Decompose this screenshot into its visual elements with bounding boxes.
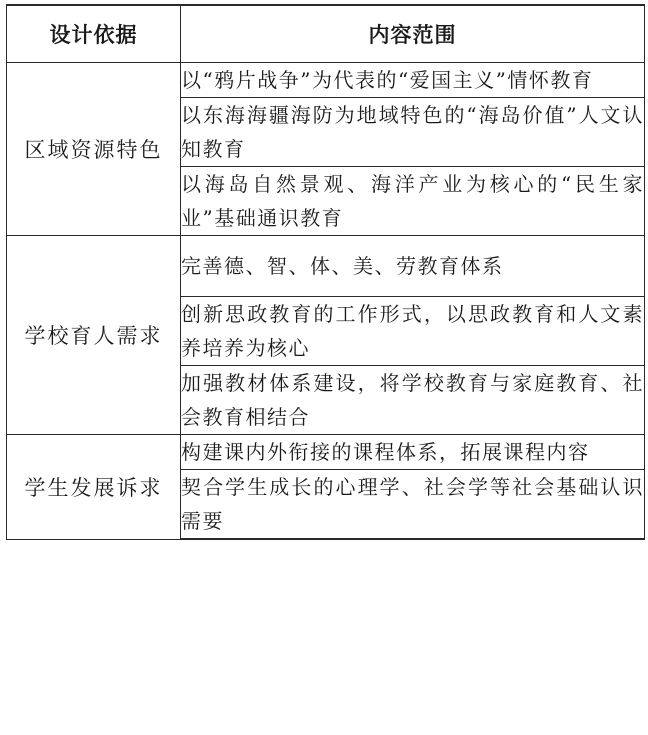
curriculum-design-table [6, 4, 645, 540]
content-cell: 契合学生成长的心理学、社会学等社会基础认识需要 [181, 470, 645, 540]
content-cell: 构建课内外衔接的课程体系，拓展课程内容 [181, 435, 645, 470]
basis-cell-school: 学校育人需求 [7, 236, 181, 435]
column-header-basis: 设计依据 [7, 5, 181, 63]
content-cell: 完善德、智、体、美、劳教育体系 [181, 236, 645, 297]
table-row [7, 63, 645, 98]
table-row [7, 435, 645, 470]
content-cell: 以东海海疆海防为地域特色的“海岛价值”人文认知教育 [181, 98, 645, 167]
column-header-content: 内容范围 [181, 5, 645, 63]
content-cell: 以“鸦片战争”为代表的“爱国主义”情怀教育 [181, 63, 645, 98]
content-cell: 创新思政教育的工作形式，以思政教育和人文素养培养为核心 [181, 297, 645, 366]
basis-cell-student: 学生发展诉求 [7, 435, 181, 540]
table-header-row [7, 5, 645, 63]
basis-cell-regional: 区域资源特色 [7, 63, 181, 236]
content-cell: 加强教材体系建设，将学校教育与家庭教育、社会教育相结合 [181, 366, 645, 435]
content-cell: 以海岛自然景观、海洋产业为核心的“民生家业”基础通识教育 [181, 167, 645, 236]
table-row [7, 236, 645, 297]
